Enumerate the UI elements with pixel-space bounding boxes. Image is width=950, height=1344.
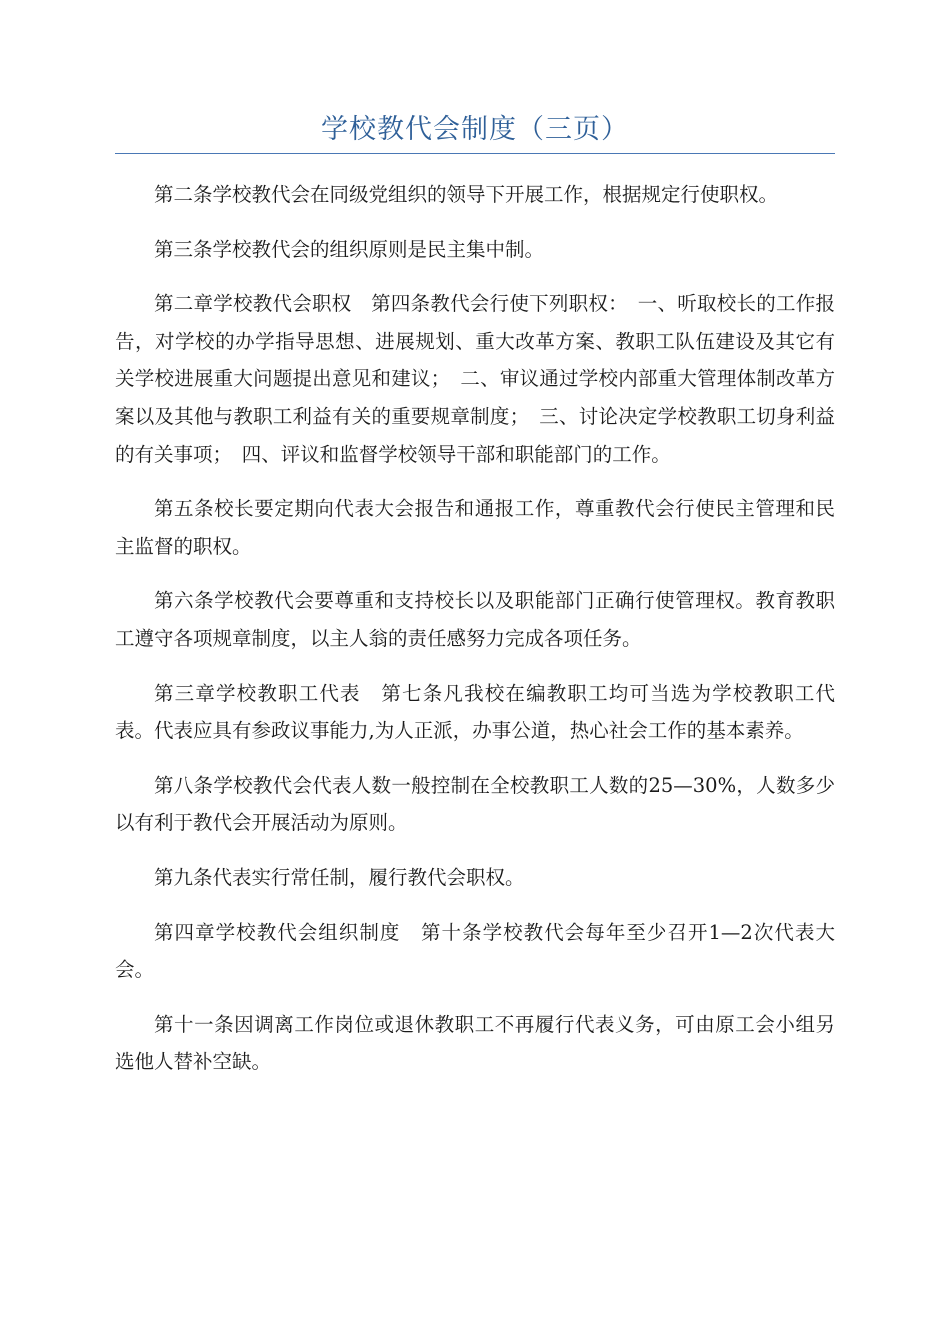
paragraph-article-11: 第十一条因调离工作岗位或退休教职工不再履行代表义务，可由原工会小组另选他人替补空缺。 <box>115 1012 835 1074</box>
paragraph-article-6: 第六条学校教代会要尊重和支持校长以及职能部门正确行使管理权。教育教职工遵守各项规章制度，以主人翁的责任感努力完成各项任务。 <box>115 589 835 650</box>
paragraph-chapter-3-article-7: 第三章学校教职工代表 第七条凡我校在编教职工均可当选为学校教职工代表。代表应具有参政议事能力,为人正派，办事公道，热心社会工作的基本素养。 <box>115 681 835 743</box>
paragraph-article-3: 第三条学校教代会的组织原则是民主集中制。 <box>154 237 545 261</box>
paragraph-chapter-2-article-4: 第二章学校教代会职权 第四条教代会行使下列职权： 一、听取校长的工作报告，对学校的办学指导思想、进展规划、重大改革方案、教职工队伍建设及其它有关学校进展重大问题提出意见和建议； 二、审议通过学校内部重大管理体制改革方案以及其他与教职工利益有关的重要规章制度； 三、讨论决定学校教职工切身利益的有关事项； 四、评议和监督学校领导干部和职能部门的工作。 <box>115 292 835 466</box>
paragraph-article-2: 第二条学校教代会在同级党组织的领导下开展工作，根据规定行使职权。 <box>154 183 779 206</box>
document-title: 学校教代会制度（三页） <box>321 114 629 145</box>
paragraph-chapter-4-article-10: 第四章学校教代会组织制度 第十条学校教代会每年至少召开1—2次代表大会。 <box>115 920 835 982</box>
title-underline <box>115 153 835 154</box>
document-body <box>115 176 835 1098</box>
paragraph-article-9: 第九条代表实行常任制，履行教代会职权。 <box>154 865 525 889</box>
paragraph-article-5: 第五条校长要定期向代表大会报告和通报工作，尊重教代会行使民主管理和民主监督的职权。 <box>115 497 835 558</box>
paragraph-article-8: 第八条学校教代会代表人数一般控制在全校教职工人数的25—30%，人数多少以有利于教代会开展活动为原则。 <box>115 773 835 835</box>
